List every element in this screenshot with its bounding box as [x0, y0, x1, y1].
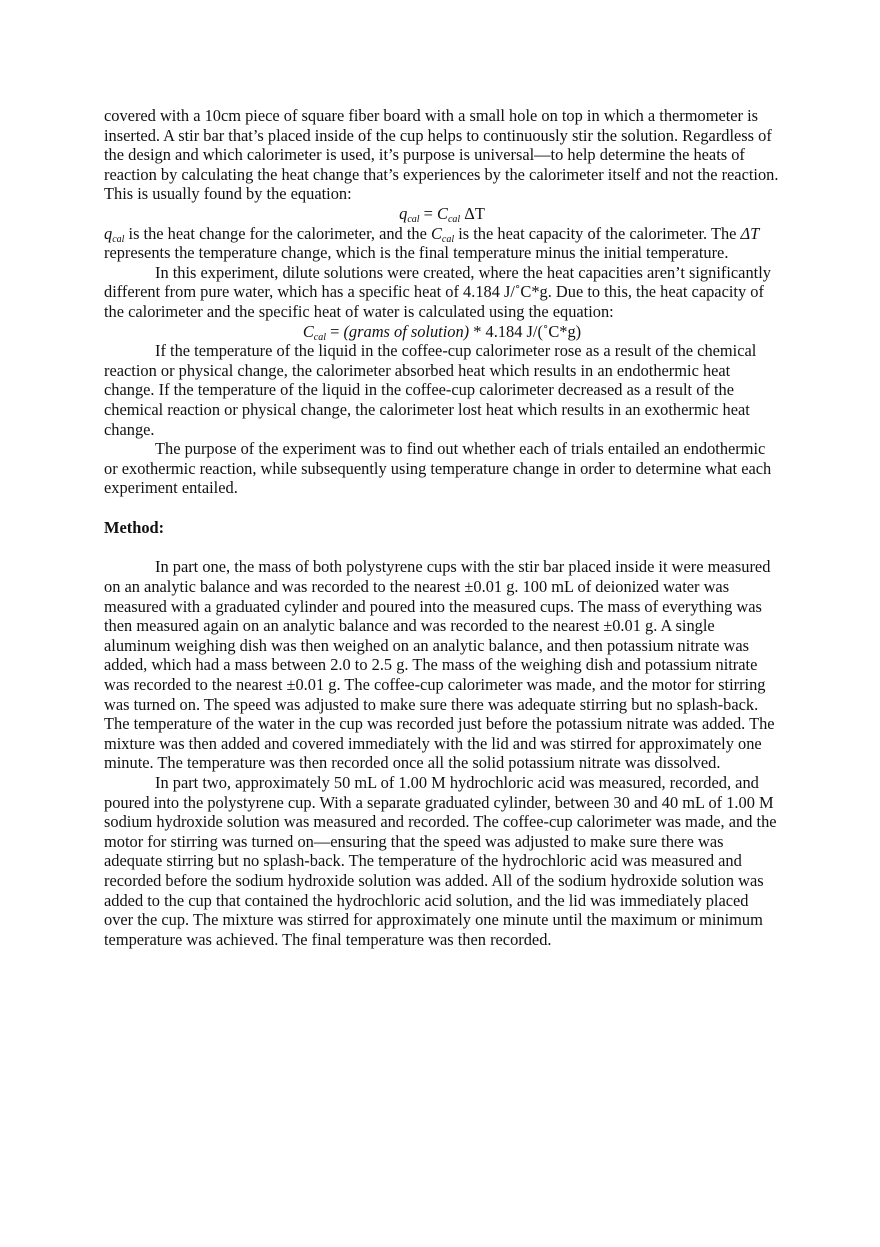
eq1-q-sub: cal	[407, 213, 420, 225]
p2-q-sub: cal	[112, 233, 125, 245]
p2-delta-t: ΔT	[740, 223, 760, 243]
intro-paragraph-1: covered with a 10cm piece of square fiber board with a small hole on top in which a thermometer is inserted. A stir bar that’s placed inside of the cup helps to continuously stir the solution. Regardless of the design and which calorimeter is used, it’s purpose is universal—to help determine the heats of reaction by calculating the heat change that’s experiences by the calorimeter itself and not the reaction. This is usually found by the equation:	[104, 106, 779, 204]
method-heading: Method:	[104, 517, 165, 537]
eq1-q: q	[399, 203, 408, 223]
eq2-rest: * 4.184 J/(˚C*g)	[469, 321, 582, 341]
eq1-equals: =	[419, 203, 438, 223]
eq2-equals: =	[326, 321, 344, 341]
eq2-grams: (grams of solution)	[343, 321, 470, 341]
p2-text-3: represents the temperature change, which is the final temperature minus the initial temperature.	[104, 243, 729, 263]
equation-ccal	[104, 322, 780, 342]
equation-qcal	[104, 204, 780, 224]
eq2-c: C	[302, 321, 314, 341]
p2-q: q	[104, 223, 113, 243]
document-body	[104, 106, 780, 949]
eq2-c-sub: cal	[313, 331, 327, 343]
p2-c-sub: cal	[441, 233, 455, 245]
intro-paragraph-2	[104, 224, 780, 263]
p2-c: C	[430, 223, 442, 243]
intro-paragraph-4: If the temperature of the liquid in the coffee-cup calorimeter rose as a result of the chemical reaction or physical change, the calorimeter absorbed heat which results in an endothermic heat change. If the temperature of the liquid in the coffee-cup calorimeter decreased as a result of the chemical reaction or physical change, the calorimeter lost heat which results in an exothermic heat change.	[104, 341, 757, 439]
eq1-c: C	[437, 203, 448, 223]
p2-text-2: is the heat capacity of the calorimeter. The	[454, 223, 741, 243]
intro-paragraph-5: The purpose of the experiment was to find out whether each of trials entailed an endothermic or exothermic reaction, while subsequently using temperature change in order to determine what each experiment entailed.	[104, 439, 772, 498]
eq1-c-sub: cal	[447, 213, 461, 225]
intro-paragraph-3: In this experiment, dilute solutions were created, where the heat capacities aren’t significantly different from pure water, which has a specific heat of 4.184 J/˚C*g. Due to this, the heat capacity of the calorimeter and the specific heat of water is calculated using the equation:	[104, 262, 771, 321]
eq1-delta-t: ΔT	[460, 203, 485, 223]
method-paragraph-1: In part one, the mass of both polystyrene cups with the stir bar placed inside it were measured on an analytic balance and was recorded to the nearest ±0.01 g. 100 mL of deionized water was measured with a graduated cylinder and poured into the measured cups. The mass of everything was then measured again on an analytic balance and was recorded to the nearest ±0.01 g. A single aluminum weighing dish was then weighed on an analytic balance, and then potassium nitrate was added, which had a mass between 2.0 to 2.5 g. The mass of the weighing dish and potassium nitrate was recorded to the nearest ±0.01 g. The coffee-cup calorimeter was made, and the motor for stirring was turned on. The speed was adjusted to make sure there was adequate stirring but no splash-back. The temperature of the water in the cup was recorded just before the potassium nitrate was added. The mixture was then added and covered immediately with the lid and was stirred for approximately one minute. The temperature was then recorded once all the solid potassium nitrate was dissolved.	[104, 557, 775, 773]
method-paragraph-2: In part two, approximately 50 mL of 1.00 M hydrochloric acid was measured, recorded, and poured into the polystyrene cup. With a separate graduated cylinder, between 30 and 40 mL of 1.00 M sodium hydroxide solution was measured and recorded. The coffee-cup calorimeter was made, and the motor for stirring was turned on—ensuring that the speed was adjusted to make sure there was adequate stirring but no splash-back. The temperature of the hydrochloric acid was measured and recorded before the sodium hydroxide solution was added. All of the sodium hydroxide solution was added to the cup that contained the hydrochloric acid solution, and the lid was immediately placed over the cup. The mixture was stirred for approximately one minute until the maximum or minimum temperature was achieved. The final temperature was then recorded.	[104, 773, 777, 949]
p2-text-1: is the heat change for the calorimeter, and the	[124, 223, 431, 243]
